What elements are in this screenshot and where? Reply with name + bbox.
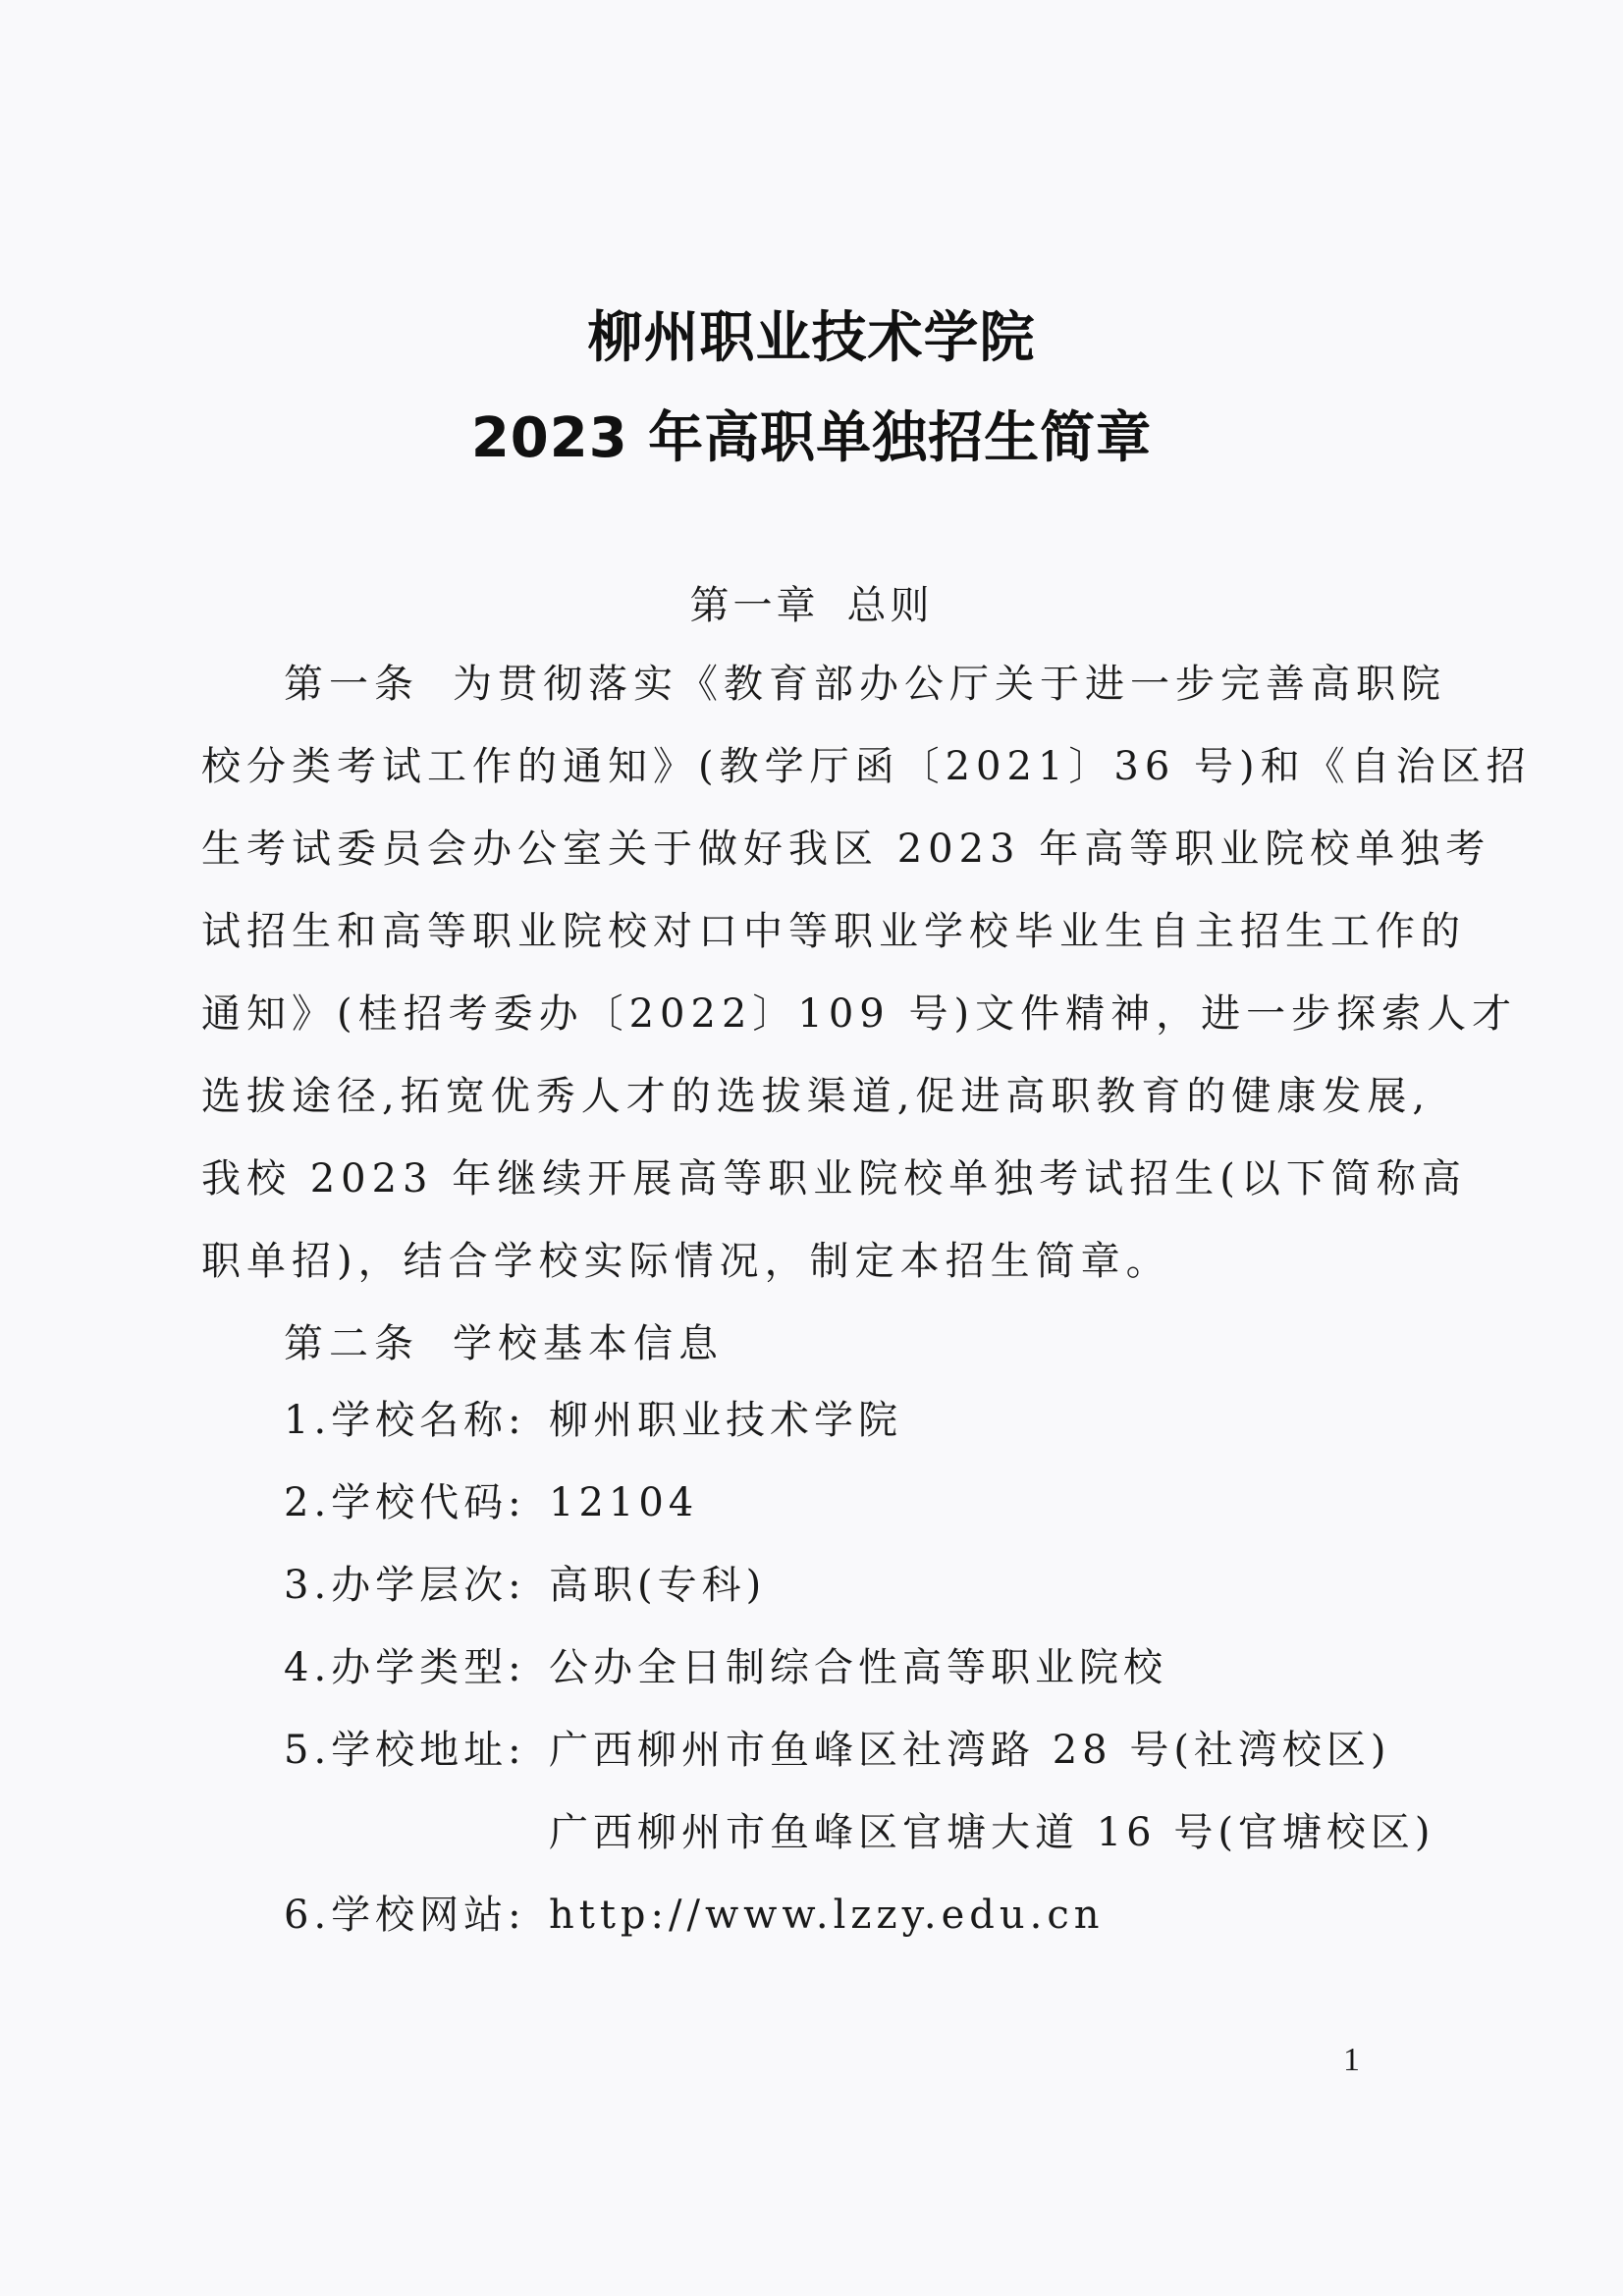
article-1-paragraph: [201, 643, 1532, 1303]
school-info-label: 3.办学层次:: [284, 1563, 526, 1608]
school-info-label: 4.办学类型:: [284, 1645, 526, 1690]
article-1-line: 生考试委员会办公室关于做好我区 2023 年高等职业院校单独考: [201, 827, 1491, 872]
document-title: 柳州职业技术学院: [587, 306, 1036, 370]
chapter-number: 第一章: [689, 583, 820, 628]
article-1-line: 试招生和高等职业院校对口中等职业学校毕业生自主招生工作的: [201, 909, 1466, 954]
school-info-value: 12104: [549, 1480, 699, 1525]
school-info-label: 2.学校代码:: [284, 1480, 526, 1525]
school-info-value: 公办全日制综合性高等职业院校: [549, 1645, 1167, 1690]
school-info-item: [284, 1379, 902, 1462]
school-info-label: 6.学校网站:: [284, 1893, 526, 1938]
school-info-label: 5.学校地址:: [284, 1728, 526, 1773]
school-info-value: 柳州职业技术学院: [549, 1398, 902, 1443]
school-info-value: 广西柳州市鱼峰区官塘大道 16 号(官塘校区): [549, 1810, 1435, 1855]
page-number: 1: [1343, 2042, 1360, 2078]
article-1-line: 选拔途径,拓宽优秀人才的选拔渠道,促进高职教育的健康发展,: [201, 1074, 1432, 1119]
article-1-line: 通知》(桂招考委办〔2022〕109 号)文件精神，进一步探索人才: [201, 991, 1518, 1037]
school-info-item: [284, 1874, 1105, 1956]
article-1-line: 第一条 为贯彻落实《教育部办公厅关于进一步完善高职院: [284, 662, 1446, 707]
school-info-item: [284, 1462, 698, 1544]
school-info-label: 1.学校名称:: [284, 1398, 526, 1443]
article-1-lead: 第一条: [284, 662, 419, 707]
chapter-name: 总则: [846, 583, 934, 628]
school-info-value: 高职(专科): [549, 1563, 767, 1608]
article-1-line: 我校 2023 年继续开展高等职业院校单独考试招生(以下简称高: [201, 1156, 1467, 1201]
article-2-title: 学校基本信息: [453, 1321, 724, 1366]
article-1-line: 校分类考试工作的通知》(教学厅函〔2021〕36 号)和《自治区招: [201, 744, 1532, 789]
article-2-heading: [284, 1303, 724, 1385]
school-website-value: http://www.lzzy.edu.cn: [549, 1893, 1105, 1938]
document-subtitle: 2023 年高职单独招生简章: [470, 406, 1153, 470]
article-2-lead: 第二条: [284, 1321, 419, 1366]
chapter-heading: [0, 574, 1623, 630]
school-info-value-continued: [549, 1791, 1435, 1874]
school-info-item: [284, 1627, 1167, 1709]
school-info-item: [284, 1709, 1391, 1791]
school-info-item: [284, 1544, 766, 1627]
article-1-line: 职单招)，结合学校实际情况，制定本招生简章。: [201, 1239, 1171, 1284]
school-info-value: 广西柳州市鱼峰区社湾路 28 号(社湾校区): [549, 1728, 1391, 1773]
